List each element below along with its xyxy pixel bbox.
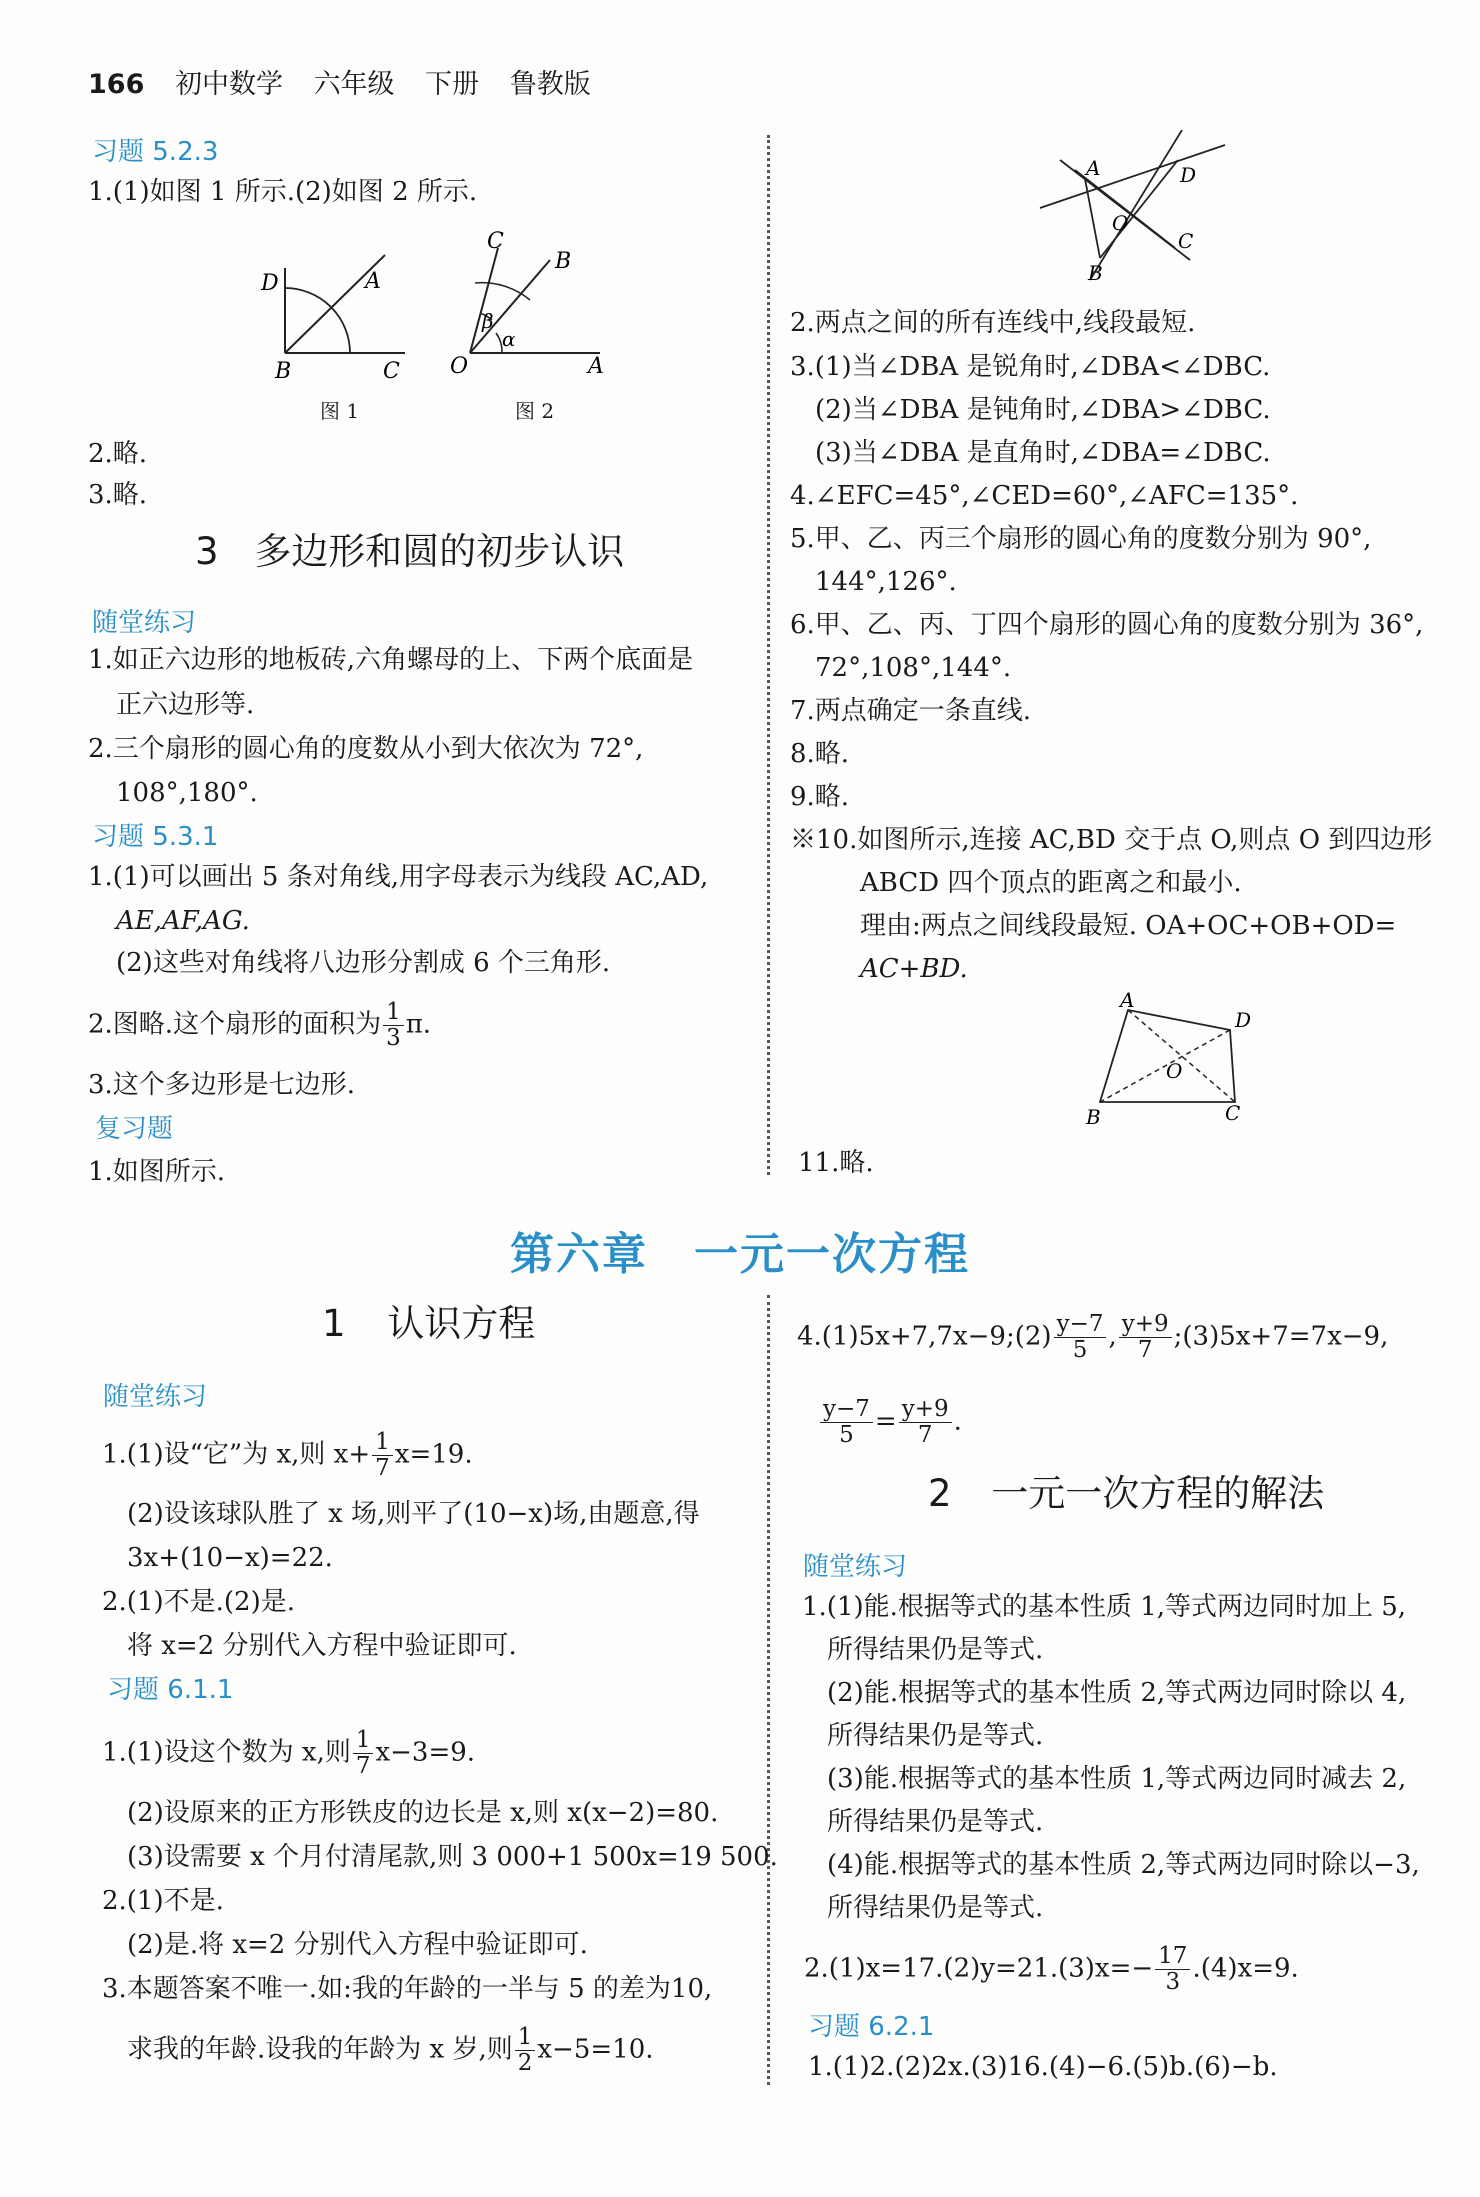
- answer-line: 2.(1)不是.(2)是.: [102, 1587, 295, 1617]
- answer-line: 8.略.: [790, 739, 850, 769]
- chapter-name: 一元一次方程: [694, 1229, 970, 1280]
- answer-line: 所得结果仍是等式.: [827, 1893, 1044, 1923]
- numerator: 1: [353, 1728, 374, 1754]
- denominator: 2: [517, 2050, 533, 2076]
- label-a: A: [365, 269, 381, 294]
- label-c: C: [383, 359, 400, 384]
- label-a: A: [588, 354, 604, 379]
- label-b: B: [1086, 1105, 1101, 1129]
- answer-line: (2)是.将 x=2 分别代入方程中验证即可.: [127, 1930, 588, 1960]
- answer-line: 将 x=2 分别代入方程中验证即可.: [127, 1631, 517, 1661]
- answer-line: 2.两点之间的所有连线中,线段最短.: [790, 308, 1196, 338]
- heading-title: 多边形和圆的初步认识: [254, 530, 625, 573]
- denominator: 5: [839, 1422, 854, 1448]
- text: .(4)x=9.: [1192, 1953, 1299, 1984]
- answer-line: [102, 1728, 475, 1779]
- answer-line: 3.本题答案不唯一.如:我的年龄的一半与 5 的差为10,: [102, 1974, 713, 2004]
- fraction: [820, 1397, 873, 1448]
- answer-line: 1.如图所示.: [88, 1157, 226, 1187]
- label-b: B: [275, 359, 292, 384]
- numerator: 17: [1155, 1944, 1190, 1970]
- label-beta: β: [482, 309, 494, 333]
- denominator: 3: [1165, 1969, 1181, 1995]
- denominator: 7: [355, 1753, 371, 1779]
- answer-line: 1.(1)2.(2)2x.(3)16.(4)−6.(5)b.(6)−b.: [808, 2052, 1278, 2082]
- edition: 鲁教版: [509, 69, 591, 100]
- figure-quadrilateral: [1080, 992, 1260, 1132]
- fraction: [899, 1397, 952, 1448]
- answer-line: (2)这些对角线将八边形分割成 6 个三角形.: [116, 948, 611, 978]
- numerator: 1: [383, 1000, 404, 1026]
- fraction: [515, 2025, 536, 2076]
- section-practice: 随堂练习: [92, 608, 197, 638]
- text: 2.图略.这个扇形的面积为: [88, 1009, 382, 1040]
- answer-line: ※10.如图所示,连接 AC,BD 交于点 O,则点 O 到四边形: [790, 825, 1433, 855]
- answer-line: 所得结果仍是等式.: [827, 1721, 1044, 1751]
- answer-line: 2.略.: [88, 439, 148, 469]
- answer-line: 1.如正六边形的地板砖,六角螺母的上、下两个底面是: [88, 645, 694, 675]
- column-divider-bottom: [767, 1295, 770, 2085]
- answer-line: $\frac{y-7}{5}$ = $\frac{y+9}{7}$ .: [818, 1397, 962, 1448]
- label-b: B: [1088, 261, 1103, 285]
- section-practice: 随堂练习: [803, 1552, 908, 1582]
- label-o: O: [1166, 1059, 1183, 1083]
- answer-line: (2)当∠DBA 是钝角时,∠DBA>∠DBC.: [815, 395, 1271, 425]
- figure-2-caption: 图 2: [515, 399, 555, 423]
- label-d: D: [1180, 163, 1197, 187]
- denominator: 5: [1072, 1337, 1088, 1363]
- fraction: [1054, 1312, 1107, 1363]
- answer-line: (3)能.根据等式的基本性质 1,等式两边同时减去 2,: [827, 1764, 1407, 1794]
- text: x−3=9.: [375, 1737, 476, 1768]
- heading-number: 1: [322, 1302, 346, 1345]
- label-c: C: [1178, 229, 1194, 253]
- answer-line: 9.略.: [790, 782, 850, 812]
- figure-1-caption: 图 1: [320, 399, 360, 423]
- answer-line: 1.(1)能.根据等式的基本性质 1,等式两边同时加上 5,: [802, 1592, 1407, 1622]
- text: 1.(1)设这个数为 x,则: [102, 1737, 351, 1768]
- label-d: D: [1235, 1008, 1252, 1032]
- fraction: [353, 1728, 374, 1779]
- answer-line: 6.甲、乙、丙、丁四个扇形的圆心角的度数分别为 36°,: [790, 610, 1424, 640]
- answer-line: 1.(1)如图 1 所示.(2)如图 2 所示.: [88, 177, 478, 207]
- answer-line: (2)能.根据等式的基本性质 2,等式两边同时除以 4,: [827, 1678, 1407, 1708]
- answer-line: 7.两点确定一条直线.: [790, 696, 1032, 726]
- answer-line: 72°,108°,144°.: [815, 653, 1012, 683]
- label-a: A: [1120, 992, 1135, 1012]
- chapter-title: [0, 1218, 1480, 1282]
- text: 求我的年龄.设我的年龄为 x 岁,则: [127, 2034, 513, 2065]
- answer-line: (2)设原来的正方形铁皮的边长是 x,则 x(x−2)=80.: [127, 1798, 719, 1828]
- answer-line: AE,AF,AG.: [116, 906, 250, 936]
- label-alpha: α: [502, 327, 516, 351]
- answer-line: 2.(1)不是.: [102, 1886, 224, 1916]
- text: x−5=10.: [537, 2034, 654, 2065]
- answer-line: [127, 2025, 654, 2076]
- answer-line: (4)能.根据等式的基本性质 2,等式两边同时除以−3,: [827, 1850, 1420, 1880]
- label-c: C: [487, 229, 504, 254]
- answer-line: [88, 1000, 431, 1051]
- answer-line: 所得结果仍是等式.: [827, 1635, 1044, 1665]
- label-c: C: [1225, 1101, 1241, 1125]
- section-practice: 随堂练习: [103, 1382, 208, 1412]
- denominator: 3: [386, 1025, 401, 1051]
- answer-line: 1.(1)可以画出 5 条对角线,用字母表示为线段 AC,AD,: [88, 862, 709, 892]
- fraction: [372, 1430, 393, 1481]
- numerator: y+9: [1119, 1312, 1172, 1338]
- section-heading-3: [195, 530, 624, 574]
- chapter-number: 第六章: [510, 1229, 648, 1280]
- section-review: 复习题: [95, 1114, 174, 1144]
- numerator: y+9: [899, 1397, 952, 1423]
- answer-line: 2.三个扇形的圆心角的度数从小到大依次为 72°,: [88, 734, 644, 764]
- grade: 六年级: [313, 69, 395, 100]
- text: 1.(1)设“它”为 x,则 x+: [102, 1439, 371, 1470]
- answer-line: 理由:两点之间线段最短. OA+OC+OB+OD=: [860, 911, 1397, 941]
- answer-line: [102, 1430, 473, 1481]
- answer-line: 3x+(10−x)=22.: [127, 1543, 333, 1573]
- heading-title: 一元一次方程的解法: [991, 1472, 1325, 1515]
- answer-line: (3)设需要 x 个月付清尾款,则 3 000+1 500x=19 500.: [127, 1842, 778, 1872]
- answer-line: 144°,126°.: [815, 567, 957, 597]
- answer-line: 4.∠EFC=45°,∠CED=60°,∠AFC=135°.: [790, 481, 1299, 511]
- heading-number: 3: [195, 530, 219, 573]
- page-header: [88, 62, 613, 101]
- section-exercise-5-2-3: 习题 5.2.3: [92, 137, 219, 167]
- text: 4.(1)5x+7,7x−9;(2): [797, 1321, 1052, 1352]
- numerator: y−7: [1054, 1312, 1107, 1338]
- label-o: O: [450, 354, 469, 379]
- volume: 下册: [425, 69, 480, 100]
- answer-line: (3)当∠DBA 是直角时,∠DBA=∠DBC.: [815, 438, 1271, 468]
- answer-line: AC+BD.: [860, 954, 968, 984]
- figure-lines: [1030, 130, 1230, 290]
- answer-line: 所得结果仍是等式.: [827, 1807, 1044, 1837]
- answer-line: 11.略.: [798, 1148, 874, 1178]
- section-heading-2: [928, 1472, 1324, 1516]
- section-exercise-6-1-1: 习题 6.1.1: [107, 1675, 234, 1705]
- answer-line: [804, 1944, 1299, 1995]
- figure-2: [440, 228, 610, 388]
- fraction: [1155, 1944, 1190, 1995]
- answer-line: (2)设该球队胜了 x 场,则平了(10−x)场,由题意,得: [127, 1499, 700, 1529]
- answer-line: 4.(1)5x+7,7x−9;(2) $\frac{y-7}{5}$ , $\frac{y+9}{7}$ ;(3)5x+7=7x−9,: [797, 1311, 1389, 1363]
- page-number: 166: [88, 69, 145, 100]
- numerator: y−7: [820, 1397, 873, 1423]
- subject: 初中数学: [174, 69, 283, 100]
- heading-number: 2: [928, 1472, 952, 1515]
- figure-1: [255, 238, 415, 388]
- fraction: [383, 1000, 404, 1051]
- numerator: 1: [515, 2025, 536, 2051]
- denominator: 7: [917, 1422, 933, 1448]
- numerator: 1: [372, 1430, 393, 1456]
- answer-line: 3.这个多边形是七边形.: [88, 1070, 356, 1100]
- section-exercise-5-3-1: 习题 5.3.1: [92, 822, 219, 852]
- denominator: 7: [1137, 1337, 1153, 1363]
- fraction: [1119, 1312, 1172, 1363]
- answer-line: 3.(1)当∠DBA 是锐角时,∠DBA<∠DBC.: [790, 352, 1271, 382]
- answer-line: 108°,180°.: [116, 778, 258, 808]
- section-heading-1: [322, 1302, 535, 1346]
- section-exercise-6-2-1: 习题 6.2.1: [808, 2012, 935, 2042]
- text: x=19.: [394, 1439, 473, 1470]
- answer-line: 3.略.: [88, 480, 148, 510]
- label-d: D: [261, 271, 279, 296]
- text: 2.(1)x=17.(2)y=21.(3)x=−: [804, 1953, 1154, 1984]
- column-divider-top: [767, 135, 770, 1175]
- text: π.: [405, 1009, 432, 1040]
- label-a: A: [1086, 156, 1101, 180]
- answer-line: 5.甲、乙、丙三个扇形的圆心角的度数分别为 90°,: [790, 524, 1372, 554]
- text: ;(3)5x+7=7x−9,: [1173, 1321, 1389, 1352]
- heading-title: 认识方程: [387, 1302, 536, 1345]
- label-o: O: [1112, 211, 1129, 235]
- denominator: 7: [375, 1455, 390, 1481]
- answer-line: 正六边形等.: [116, 690, 255, 720]
- label-b: B: [555, 249, 572, 274]
- answer-line: ABCD 四个顶点的距离之和最小.: [860, 868, 1242, 898]
